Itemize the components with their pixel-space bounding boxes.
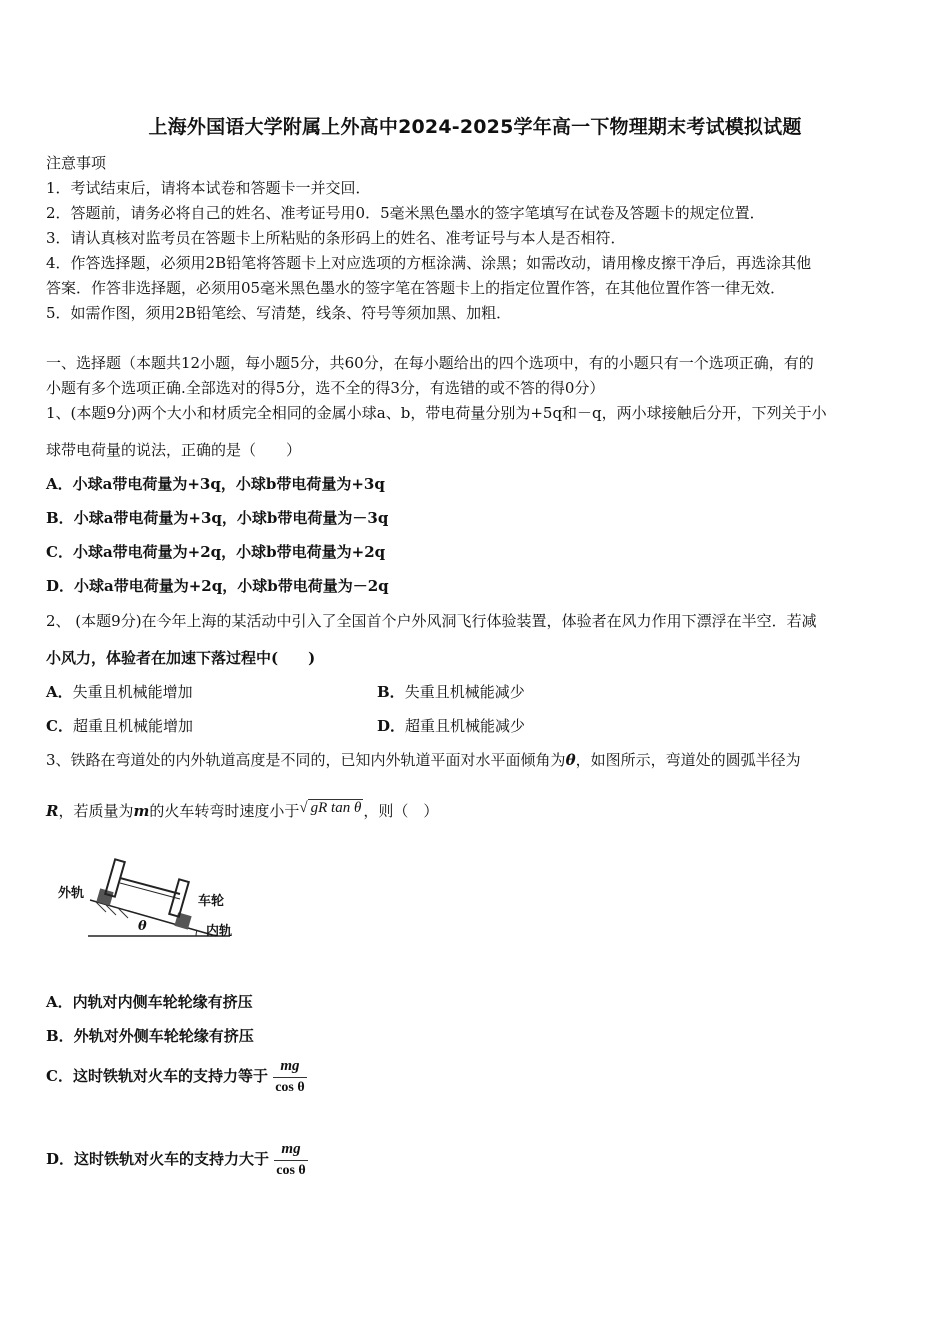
option-text: 这时铁轨对火车的支持力等于 — [72, 1067, 268, 1085]
mass-symbol: m — [133, 802, 150, 820]
option-label: D． — [46, 577, 75, 595]
option-text: 外轨对外侧车轮轮缘有挤压 — [73, 1027, 254, 1045]
option-text: 内轨对内侧车轮轮缘有挤压 — [72, 993, 253, 1011]
page-title: 上海外国语大学附属上外高中2024-2025学年高一下物理期末考试模拟试题 — [148, 116, 802, 138]
question-1-stem: 球带电荷量的说法，正确的是（ ） — [46, 441, 302, 459]
option-label: B． — [377, 683, 405, 701]
radius-symbol: R — [46, 802, 59, 820]
option-text: 这时铁轨对火车的支持力大于 — [74, 1150, 270, 1168]
sqrt-expression: √ gR tan θ — [299, 800, 362, 816]
option-text: 超重且机械能增加 — [72, 717, 193, 735]
option-label: B． — [46, 1027, 74, 1045]
q1-option-a[interactable] — [46, 473, 385, 494]
note-item: 答案．作答非选择题，必须用05毫米黑色墨水的签字笔在答题卡上的指定位置作答，在其他位置作答一律无效． — [46, 279, 786, 297]
figure-label-outer: 外轨 — [58, 886, 85, 901]
sqrt-radicand: gR tan θ — [308, 799, 364, 816]
inner-rail — [174, 912, 191, 929]
option-text: 失重且机械能减少 — [404, 683, 525, 701]
q1-option-c[interactable] — [46, 541, 385, 562]
fraction-denominator: cos θ — [273, 1077, 306, 1096]
note-item: 2．答题前，请务必将自己的姓名、准考证号用0．5毫米黑色墨水的签字笔填写在试卷及答题卡的规定位置． — [46, 204, 765, 222]
notes-heading: 注意事项 — [46, 154, 107, 172]
stem-text: 3、铁路在弯道处的内外轨道高度是不同的，已知内外轨道平面对水平面倾角为 — [46, 751, 566, 769]
figure-label-angle: θ — [138, 919, 147, 934]
q2-option-a[interactable] — [46, 681, 193, 702]
q2-option-c[interactable] — [46, 715, 193, 736]
option-text: 小球a带电荷量为+2q，小球b带电荷量为+2q — [72, 543, 386, 561]
q1-option-b[interactable] — [46, 507, 388, 528]
note-item: 5．如需作图，须用2B铅笔绘、写清楚，线条、符号等须加黑、加粗． — [46, 304, 512, 322]
note-item: 1．考试结束后，请将本试卷和答题卡一并交回． — [46, 179, 371, 197]
q2-option-b[interactable] — [377, 681, 525, 702]
q3-option-a[interactable] — [46, 991, 253, 1012]
option-label: D． — [377, 717, 406, 735]
option-label: C． — [46, 1067, 73, 1085]
fraction-numerator: mg — [280, 1058, 300, 1074]
option-label: D． — [46, 1150, 75, 1168]
option-text: 小球a带电荷量为+3q，小球b带电荷量为－3q — [73, 509, 389, 527]
option-label: B． — [46, 509, 74, 527]
question-1-stem: 1、(本题9分)两个大小和材质完全相同的金属小球a、b，带电荷量分别为+5q和－q，两小球接触后分开，下列关于小 — [46, 404, 827, 422]
option-label: A． — [46, 475, 73, 493]
stem-text: 的火车转弯时速度小于 — [149, 802, 300, 820]
option-label: C． — [46, 543, 73, 561]
fraction-mg-over-cos — [274, 1141, 307, 1179]
fraction-denominator: cos θ — [274, 1160, 307, 1179]
section-instructions: 一、选择题（本题共12小题，每小题5分，共60分，在每小题给出的四个选项中，有的小题只有一个选项正确，有的 — [46, 354, 814, 372]
q2-option-d[interactable] — [377, 715, 525, 736]
fraction-mg-over-cos — [273, 1058, 306, 1096]
note-item: 3．请认真核对监考员在答题卡上所粘贴的条形码上的姓名、准考证号与本人是否相符． — [46, 229, 626, 247]
option-text: 超重且机械能减少 — [405, 717, 526, 735]
option-text: 小球a带电荷量为+2q，小球b带电荷量为－2q — [74, 577, 389, 595]
question-3-stem — [46, 800, 438, 821]
figure-label-inner: 内轨 — [206, 924, 233, 939]
stem-text: ，若质量为 — [58, 802, 134, 820]
q1-option-d[interactable] — [46, 575, 389, 596]
option-label: A． — [46, 993, 73, 1011]
q3-option-d[interactable] — [46, 1141, 308, 1179]
option-text: 失重且机械能增加 — [72, 683, 193, 701]
note-item: 4．作答选择题，必须用2B铅笔将答题卡上对应选项的方框涂满、涂黑；如需改动，请用橡皮擦干净后，再选涂其他 — [46, 254, 812, 272]
theta-symbol: θ — [565, 751, 576, 769]
fraction-numerator: mg — [281, 1141, 301, 1157]
section-instructions: 小题有多个选项正确.全部选对的得5分，选不全的得3分，有选错的或不答的得0分） — [46, 379, 605, 397]
stem-text: ，如图所示，弯道处的圆弧半径为 — [575, 751, 801, 769]
question-2-stem: 2、 (本题9分)在今年上海的某活动中引入了全国首个户外风洞飞行体验装置，体验者在风力作用下漂浮在半空．若减 — [46, 612, 817, 630]
option-label: A． — [46, 683, 73, 701]
question-2-stem: 小风力，体验者在加速下落过程中( ) — [46, 649, 316, 667]
stem-text: ，则（ ） — [363, 802, 439, 820]
question-3-stem — [46, 749, 801, 770]
option-label: C． — [46, 717, 73, 735]
inner-wheel — [169, 879, 189, 916]
axle — [120, 878, 180, 894]
q3-option-c[interactable] — [46, 1058, 307, 1096]
figure-label-wheel: 车轮 — [198, 894, 225, 909]
option-text: 小球a带电荷量为+3q，小球b带电荷量为+3q — [72, 475, 385, 493]
q3-option-b[interactable] — [46, 1025, 254, 1046]
